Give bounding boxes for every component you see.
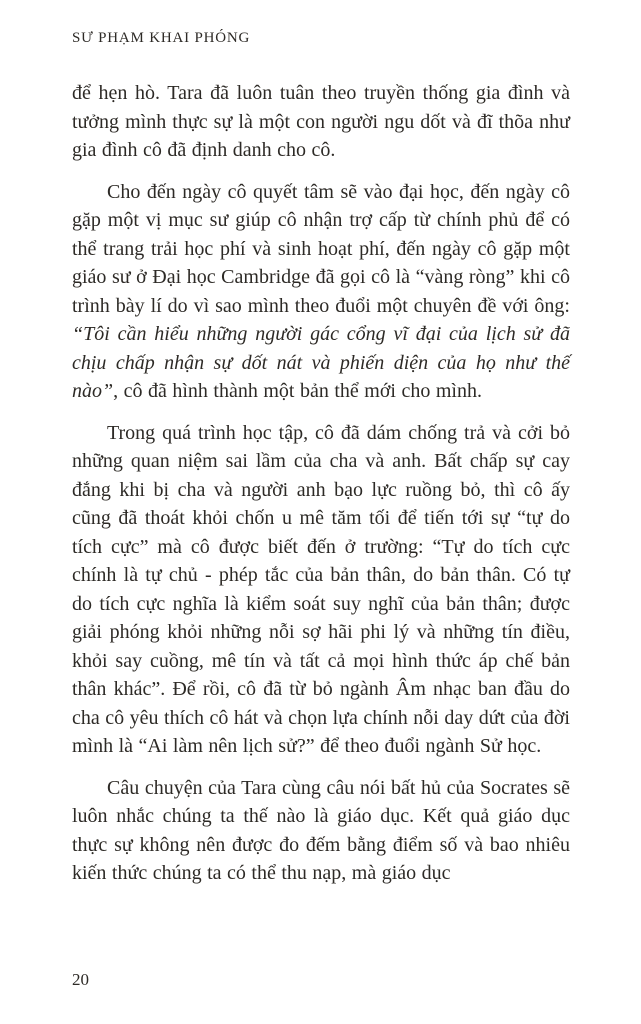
inline-italic-quote: “Tôi cần hiểu những người gác cổng vĩ đại của lịch sử đã chịu chấp nhận sự dốt nát và phiến diện của họ như thế nào”: [72, 323, 570, 402]
running-header: SƯ PHẠM KHAI PHÓNG: [72, 30, 251, 46]
paragraph-socrates-education: Câu chuyện của Tara cùng câu nói bất hủ của Socrates sẽ luôn nhắc chúng ta thế nào là giáo dục. Kết quả giáo dục thực sự không nên được đo đếm bằng điểm số và bao nhiêu kiến thức chúng ta có thể thu nạp, mà giáo dục: [72, 776, 570, 884]
page-number: 20: [72, 970, 89, 989]
paragraph-tara-university: [72, 178, 570, 406]
paragraph-2-lead-text: Cho đến ngày cô quyết tâm sẽ vào đại học, đến ngày cô gặp một vị mục sư giúp cô nhận trợ cấp từ chính phủ để có thể trang trải học phí và sinh hoạt phí, đến ngày cô gặp một giáo sư ở Đại học Cambridge đã gọi cô là “vàng ròng” khi cô trình bày lí do vì sao mình theo đuổi một chuyên đề với ông:: [72, 180, 570, 317]
paragraph-continuation: để hẹn hò. Tara đã luôn tuân theo truyền thống gia đình và tưởng mình thực sự là một con người ngu dốt và đĩ thõa như gia đình cô đã định danh cho cô.: [72, 82, 570, 161]
paragraph-positive-freedom: Trong quá trình học tập, cô đã dám chống trả và cởi bỏ những quan niệm sai lầm của cha và anh. Bất chấp sự cay đắng khi bị cha và người anh bạo lực ruồng bỏ, thì cô ấy cũng đã thoát khỏi chốn u mê tăm tối để tiến tới sự “tự do tích cực” mà cô được biết đến ở trường: “Tự do tích cực chính là tự chủ - phép tắc của bản thân, do bản thân. Có tự do tích cực nghĩa là kiểm soát suy nghĩ của bản thân; được giải phóng khỏi những nỗi sợ hãi phi lý và những tín điều, khỏi say cuồng, mê tín và tất cả mọi hình thức áp chế bản thân khác”. Để rồi, cô đã từ bỏ ngành Âm nhạc ban đầu do cha cô yêu thích cô hát và chọn lựa chính nỗi day dứt của đời mình là “Ai làm nên lịch sử?” để theo đuổi ngành Sử học.: [72, 421, 570, 757]
page-body: [72, 79, 570, 888]
paragraph-2-closing-text: , cô đã hình thành một bản thể mới cho mình.: [113, 380, 482, 402]
